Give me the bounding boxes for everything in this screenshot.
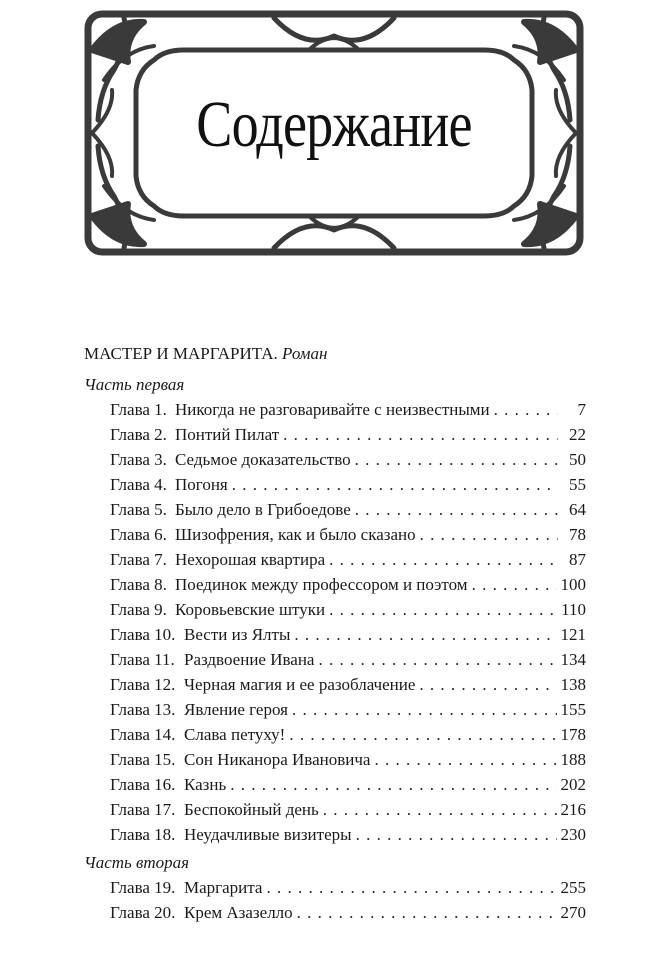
toc-row[interactable] bbox=[110, 425, 586, 449]
toc-row[interactable] bbox=[110, 650, 586, 674]
dot-leader bbox=[318, 650, 556, 670]
chapter-page: 78 bbox=[569, 525, 586, 544]
chapter-page: 50 bbox=[569, 450, 586, 469]
chapter-page: 270 bbox=[560, 903, 586, 922]
chapter-page: 216 bbox=[560, 800, 586, 819]
part-label: Часть вторая bbox=[84, 853, 190, 872]
chapter-page: 202 bbox=[560, 775, 586, 794]
book-title bbox=[84, 344, 327, 364]
chapter-page: 64 bbox=[569, 500, 586, 519]
toc-row[interactable] bbox=[110, 625, 586, 649]
chapter-title: Понтий Пилат bbox=[175, 425, 280, 444]
chapter-title: Никогда не разговаривайте с неизвестными bbox=[175, 400, 490, 419]
chapter-page: 22 bbox=[569, 425, 586, 444]
dot-leader bbox=[356, 825, 557, 845]
dot-leader bbox=[420, 525, 558, 545]
chapter-number: Глава 7. bbox=[110, 550, 167, 569]
chapter-page: 255 bbox=[560, 878, 586, 897]
chapter-title: Вести из Ялты bbox=[184, 625, 291, 644]
chapter-title: Маргарита bbox=[184, 878, 263, 897]
toc-row[interactable] bbox=[110, 400, 586, 424]
toc-row[interactable] bbox=[110, 800, 586, 824]
chapter-page: 7 bbox=[577, 400, 586, 419]
chapter-number: Глава 2. bbox=[110, 425, 167, 444]
dot-leader bbox=[419, 675, 556, 695]
dot-leader bbox=[329, 600, 557, 620]
chapter-page: 110 bbox=[561, 600, 586, 619]
dot-leader bbox=[355, 500, 558, 520]
dot-leader bbox=[472, 575, 557, 595]
chapter-page: 87 bbox=[569, 550, 586, 569]
chapter-title: Коровьевские штуки bbox=[175, 600, 326, 619]
dot-leader bbox=[232, 475, 558, 495]
dot-leader bbox=[230, 775, 556, 795]
chapter-number: Глава 18. bbox=[110, 825, 176, 844]
chapter-title: Крем Азазелло bbox=[184, 903, 293, 922]
page-title: Содержание bbox=[196, 88, 472, 161]
chapter-title: Седьмое доказательство bbox=[175, 450, 351, 469]
dot-leader bbox=[266, 878, 556, 898]
chapter-number: Глава 5. bbox=[110, 500, 167, 519]
part-label: Часть первая bbox=[84, 375, 185, 394]
chapter-title: Сон Никанора Ивановича bbox=[184, 750, 371, 769]
chapter-page: 121 bbox=[560, 625, 586, 644]
dot-leader bbox=[355, 450, 558, 470]
chapter-title: Шизофрения, как и было сказано bbox=[175, 525, 416, 544]
chapter-page: 155 bbox=[560, 700, 586, 719]
chapter-title: Явление героя bbox=[184, 700, 288, 719]
chapter-number: Глава 12. bbox=[110, 675, 176, 694]
chapter-title: Неудачливые визитеры bbox=[184, 825, 352, 844]
toc-row[interactable] bbox=[110, 903, 586, 927]
chapter-number: Глава 19. bbox=[110, 878, 176, 897]
chapter-number: Глава 6. bbox=[110, 525, 167, 544]
chapter-number: Глава 11. bbox=[110, 650, 175, 669]
chapter-number: Глава 16. bbox=[110, 775, 176, 794]
chapter-title: Поединок между профессором и поэтом bbox=[175, 575, 468, 594]
dot-leader bbox=[283, 425, 558, 445]
toc-row[interactable] bbox=[110, 600, 586, 624]
chapter-number: Глава 14. bbox=[110, 725, 176, 744]
chapter-number: Глава 8. bbox=[110, 575, 167, 594]
chapter-page: 138 bbox=[560, 675, 586, 694]
chapter-title: Казнь bbox=[184, 775, 227, 794]
chapter-number: Глава 20. bbox=[110, 903, 176, 922]
toc-row[interactable] bbox=[110, 700, 586, 724]
dot-leader bbox=[374, 750, 556, 770]
toc-row[interactable] bbox=[110, 825, 586, 849]
chapter-title: Нехорошая квартира bbox=[175, 550, 326, 569]
toc-row[interactable] bbox=[110, 550, 586, 574]
chapter-page: 100 bbox=[560, 575, 586, 594]
dot-leader bbox=[494, 400, 558, 420]
toc-row[interactable] bbox=[110, 725, 586, 749]
chapter-title: Слава петуху! bbox=[184, 725, 286, 744]
toc-row[interactable] bbox=[110, 450, 586, 474]
dot-leader bbox=[329, 550, 558, 570]
chapter-title: Черная магия и ее разоблачение bbox=[184, 675, 416, 694]
chapter-title: Было дело в Грибоедове bbox=[175, 500, 351, 519]
chapter-title: Погоня bbox=[175, 475, 228, 494]
chapter-page: 178 bbox=[560, 725, 586, 744]
toc-row[interactable] bbox=[110, 475, 586, 499]
chapter-page: 188 bbox=[560, 750, 586, 769]
chapter-number: Глава 13. bbox=[110, 700, 176, 719]
chapter-page: 230 bbox=[560, 825, 586, 844]
chapter-page: 134 bbox=[560, 650, 586, 669]
dot-leader bbox=[292, 700, 557, 720]
chapter-number: Глава 4. bbox=[110, 475, 167, 494]
dot-leader bbox=[289, 725, 556, 745]
toc-row[interactable] bbox=[110, 575, 586, 599]
toc-row[interactable] bbox=[110, 878, 586, 902]
chapter-number: Глава 10. bbox=[110, 625, 176, 644]
chapter-page: 55 bbox=[569, 475, 586, 494]
dot-leader bbox=[323, 800, 557, 820]
chapter-number: Глава 9. bbox=[110, 600, 167, 619]
chapter-number: Глава 1. bbox=[110, 400, 167, 419]
book-genre: Роман bbox=[282, 344, 328, 363]
dot-leader bbox=[297, 903, 557, 923]
book-title-text: МАСТЕР И МАРГАРИТА. bbox=[84, 344, 278, 363]
toc-row[interactable] bbox=[110, 675, 586, 699]
chapter-number: Глава 3. bbox=[110, 450, 167, 469]
chapter-number: Глава 17. bbox=[110, 800, 176, 819]
toc-row[interactable] bbox=[110, 750, 586, 774]
toc-row[interactable] bbox=[110, 775, 586, 799]
dot-leader bbox=[294, 625, 556, 645]
toc-row[interactable] bbox=[110, 525, 586, 549]
chapter-title: Раздвоение Ивана bbox=[184, 650, 315, 669]
toc-row[interactable] bbox=[110, 500, 586, 524]
chapter-number: Глава 15. bbox=[110, 750, 176, 769]
chapter-title: Беспокойный день bbox=[184, 800, 319, 819]
